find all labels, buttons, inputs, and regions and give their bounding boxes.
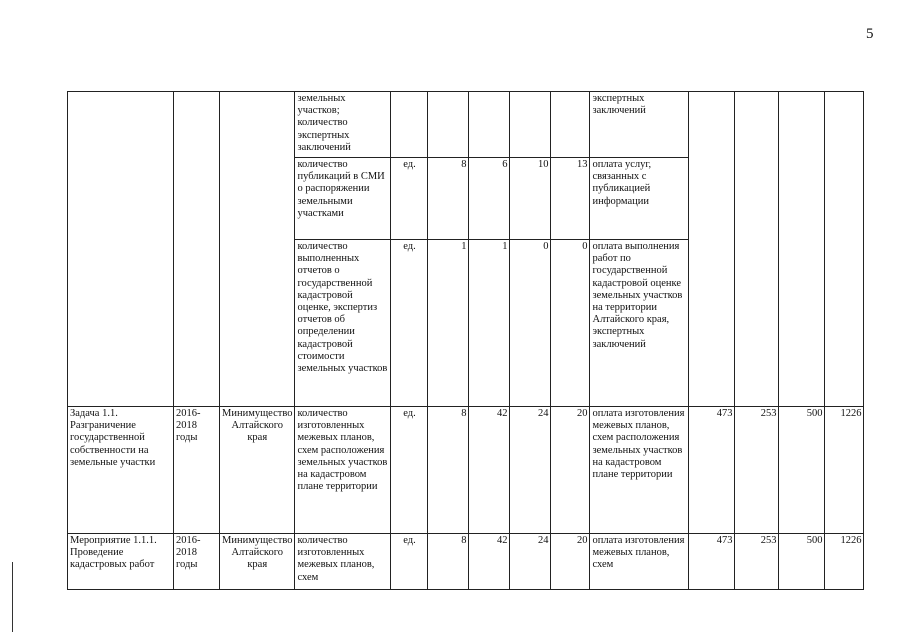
value-cell — [428, 92, 469, 158]
years-cell: 2016-2018 годы — [174, 534, 220, 590]
funding-cell-empty — [825, 92, 864, 407]
funding-cell: 473 — [689, 407, 735, 534]
value-cell: 1 — [428, 240, 469, 407]
indicator-cell: земельных участков; количество экспертных заключений — [295, 92, 391, 158]
value-cell: 0 — [551, 240, 590, 407]
value-cell: 1 — [469, 240, 510, 407]
value-cell: 24 — [510, 407, 551, 534]
funding-cell: 253 — [735, 534, 779, 590]
margin-line — [12, 562, 13, 632]
result-cell: оплата изготовления межевых планов, схем — [590, 534, 689, 590]
table-row — [68, 534, 864, 590]
value-cell: 20 — [551, 407, 590, 534]
funding-cell-empty — [779, 92, 825, 407]
result-cell: оплата выполнения работ по государственной кадастровой оценке земельных участков на территории Алтайского края, экспертных заключений — [590, 240, 689, 407]
value-cell: 8 — [428, 534, 469, 590]
funding-cell: 1226 — [825, 407, 864, 534]
funding-cell: 500 — [779, 534, 825, 590]
value-cell: 24 — [510, 534, 551, 590]
executor-cell-empty — [220, 92, 295, 407]
funding-cell: 500 — [779, 407, 825, 534]
unit-cell: ед. — [391, 240, 428, 407]
value-cell: 8 — [428, 158, 469, 240]
table-row — [68, 92, 864, 158]
years-cell-empty — [174, 92, 220, 407]
funding-cell: 253 — [735, 407, 779, 534]
value-cell: 6 — [469, 158, 510, 240]
value-cell: 0 — [510, 240, 551, 407]
executor-cell: Минимущество Алтайского края — [220, 534, 295, 590]
value-cell: 42 — [469, 534, 510, 590]
program-table — [67, 91, 864, 590]
funding-cell: 473 — [689, 534, 735, 590]
value-cell: 13 — [551, 158, 590, 240]
years-cell: 2016-2018 годы — [174, 407, 220, 534]
value-cell: 42 — [469, 407, 510, 534]
funding-cell-empty — [689, 92, 735, 407]
value-cell — [551, 92, 590, 158]
unit-cell — [391, 92, 428, 158]
name-cell-empty — [68, 92, 174, 407]
indicator-cell: количество выполненных отчетов о государственной кадастровой оценке, экспертиз отчетов об определении кадастровой стоимости земельных участков — [295, 240, 391, 407]
table-row — [68, 407, 864, 534]
indicator-cell: количество публикаций в СМИ о распоряжении земельными участками — [295, 158, 391, 240]
executor-cell: Минимущество Алтайского края — [220, 407, 295, 534]
task-name-cell: Задача 1.1. Разграничение государственной собственности на земельные участки — [68, 407, 174, 534]
value-cell — [469, 92, 510, 158]
unit-cell: ед. — [391, 407, 428, 534]
unit-cell: ед. — [391, 534, 428, 590]
result-cell: оплата услуг, связанных с публикацией информации — [590, 158, 689, 240]
measure-name-cell: Мероприятие 1.1.1. Проведение кадастровых работ — [68, 534, 174, 590]
value-cell — [510, 92, 551, 158]
funding-cell: 1226 — [825, 534, 864, 590]
value-cell: 8 — [428, 407, 469, 534]
unit-cell: ед. — [391, 158, 428, 240]
result-cell: оплата изготовления межевых планов, схем расположения земельных участков на кадастровом плане территории — [590, 407, 689, 534]
value-cell: 10 — [510, 158, 551, 240]
value-cell: 20 — [551, 534, 590, 590]
funding-cell-empty — [735, 92, 779, 407]
result-cell: экспертных заключений — [590, 92, 689, 158]
indicator-cell: количество изготовленных межевых планов, схем расположения земельных участков на кадастровом плане территории — [295, 407, 391, 534]
indicator-cell: количество изготовленных межевых планов, схем — [295, 534, 391, 590]
page-number: 5 — [866, 26, 874, 42]
